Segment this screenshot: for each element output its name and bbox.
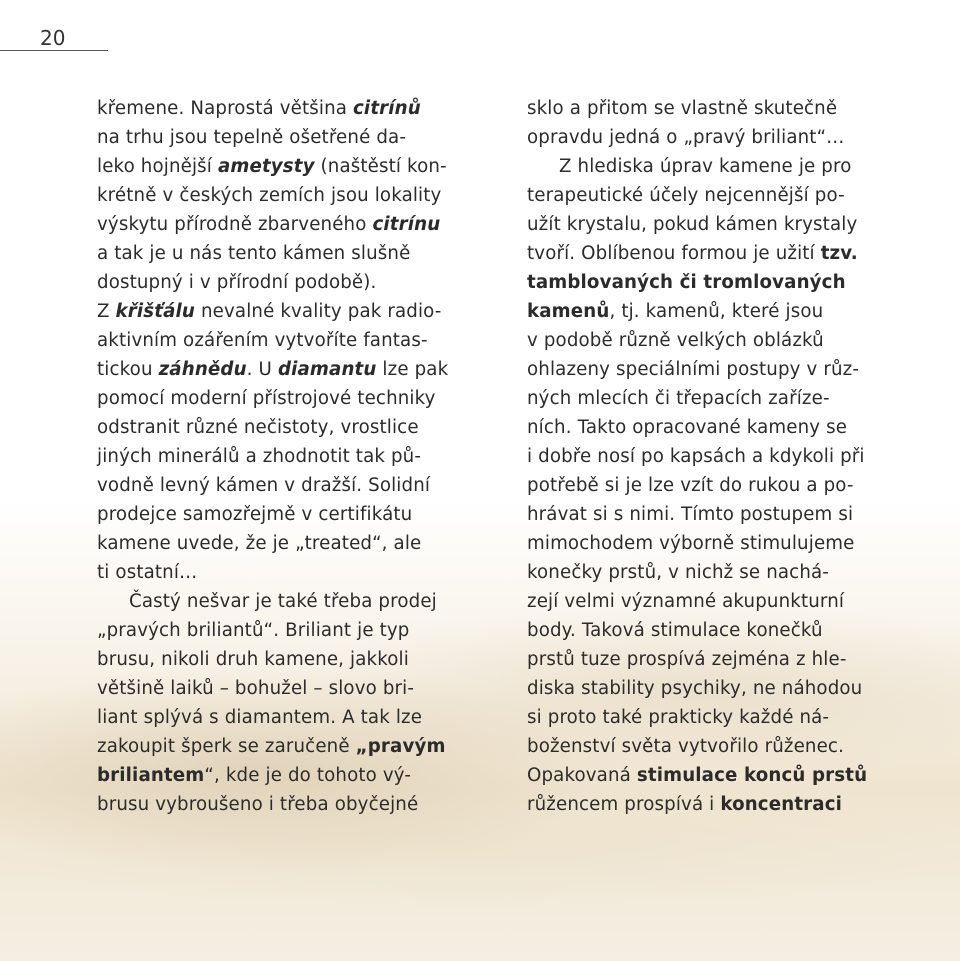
text-line	[527, 210, 927, 239]
emphasized-text: briliantem	[97, 765, 205, 786]
text-run: užít krystalu, pokud kámen krystaly	[527, 214, 858, 235]
text-line	[97, 500, 497, 529]
text-run: ohlazeny speciálními postupy v růz-	[527, 359, 860, 380]
text-run: vodně levný kámen v dražší. Solidní	[97, 475, 431, 496]
emphasized-text: koncentraci	[720, 794, 843, 815]
text-run: prodejce samozřejmě v certifikátu	[97, 504, 413, 525]
text-run: prstů tuze prospívá zejména z hle-	[527, 649, 847, 670]
text-run: na trhu jsou tepelně ošetřené da-	[97, 127, 407, 148]
text-line	[97, 181, 497, 210]
text-line	[527, 94, 927, 123]
emphasized-text: záhnědu	[158, 359, 247, 380]
text-line	[527, 500, 927, 529]
text-run: konečky prstů, v nichž se nachá-	[527, 562, 830, 583]
text-line	[97, 384, 497, 413]
text-run: jiných minerálů a zhodnotit tak pů-	[97, 446, 422, 467]
text-run: tvoří. Oblíbenou formou je užití	[527, 243, 821, 264]
text-line	[97, 94, 497, 123]
text-run: hrávat si s nimi. Tímto postupem si	[527, 504, 854, 525]
text-line	[97, 616, 497, 645]
text-line	[97, 297, 497, 326]
text-line	[527, 616, 927, 645]
page-number: 20	[40, 26, 66, 50]
text-line	[97, 355, 497, 384]
text-line	[527, 703, 927, 732]
text-line	[97, 587, 497, 616]
text-run: i dobře nosí po kapsách a kdykoli při	[527, 446, 865, 467]
text-run: kamene uvede, že je „treated“, ale	[97, 533, 422, 554]
text-run: ných mlecích či třepacích zaříze-	[527, 388, 830, 409]
text-run: Z hlediska úprav kamene je pro	[559, 156, 852, 177]
text-run: krétně v českých zemích jsou lokality	[97, 185, 442, 206]
page-number-rule	[0, 50, 108, 51]
text-line	[97, 761, 497, 790]
text-run: potřebě si je lze vzít do rukou a po-	[527, 475, 854, 496]
text-line	[97, 326, 497, 355]
emphasized-text: „pravým	[355, 736, 446, 757]
emphasized-text: stimulace konců prstů	[636, 765, 868, 786]
text-line	[97, 152, 497, 181]
text-run: opravdu jedná o „pravý briliant“…	[527, 127, 845, 148]
text-line	[97, 471, 497, 500]
text-line	[527, 674, 927, 703]
text-line	[97, 790, 497, 819]
text-run: boženství světa vytvořilo růženec.	[527, 736, 845, 757]
text-line	[527, 761, 927, 790]
emphasized-text: kamenů	[527, 301, 610, 322]
text-run: . U	[246, 359, 278, 380]
text-run: Opakovaná	[527, 765, 637, 786]
text-run: (naštěstí kon-	[314, 156, 447, 177]
text-run: brusu vybroušeno i třeba obyčejné	[97, 794, 419, 815]
text-line	[527, 529, 927, 558]
text-line	[97, 268, 497, 297]
text-run: lze pak	[376, 359, 449, 380]
text-run: leko hojnější	[97, 156, 218, 177]
emphasized-text: citrínů	[353, 98, 421, 119]
emphasized-text: křišťálu	[115, 301, 196, 322]
text-run: dostupný i v přírodní podobě).	[97, 272, 377, 293]
text-run: většině laiků – bohužel – slovo bri-	[97, 678, 415, 699]
text-line	[527, 790, 927, 819]
text-line	[97, 413, 497, 442]
text-line	[97, 645, 497, 674]
text-run: tickou	[97, 359, 159, 380]
text-run: křemene. Naprostá většina	[97, 98, 353, 119]
text-run: a tak je u nás tento kámen slušně	[97, 243, 411, 264]
text-line	[527, 384, 927, 413]
emphasized-text: tzv.	[820, 243, 858, 264]
text-run: si proto také prakticky každé ná-	[527, 707, 830, 728]
text-run: terapeutické účely nejcennější po-	[527, 185, 845, 206]
text-line	[527, 471, 927, 500]
text-run: liant splývá s diamantem. A tak lze	[97, 707, 423, 728]
text-run: Častý nešvar je také třeba prodej	[129, 591, 437, 612]
text-run: v podobě různě velkých oblázků	[527, 330, 824, 351]
text-run: zejí velmi významné akupunkturní	[527, 591, 845, 612]
text-line	[527, 326, 927, 355]
text-run: Z	[97, 301, 116, 322]
emphasized-text: diamantu	[277, 359, 377, 380]
text-line	[527, 123, 927, 152]
text-line	[527, 268, 927, 297]
text-line	[527, 239, 927, 268]
text-line	[527, 297, 927, 326]
text-run: ních. Takto opracované kameny se	[527, 417, 848, 438]
text-run: odstranit různé nečistoty, vrostlice	[97, 417, 419, 438]
text-run: nevalné kvality pak radio-	[195, 301, 442, 322]
text-line	[97, 529, 497, 558]
text-line	[527, 645, 927, 674]
text-line	[527, 355, 927, 384]
text-line	[97, 674, 497, 703]
text-run: ti ostatní…	[97, 562, 198, 583]
text-run: diska stability psychiky, ne náhodou	[527, 678, 863, 699]
text-line	[527, 152, 927, 181]
emphasized-text: tamblovaných či tromlovaných	[527, 272, 846, 293]
text-run: , tj. kamenů, které jsou	[609, 301, 824, 322]
text-line	[97, 703, 497, 732]
text-line	[527, 181, 927, 210]
text-run: růžencem prospívá i	[527, 794, 721, 815]
text-line	[527, 413, 927, 442]
emphasized-text: citrínu	[372, 214, 441, 235]
text-line	[97, 558, 497, 587]
text-run: sklo a přitom se vlastně skutečně	[527, 98, 838, 119]
text-line	[527, 558, 927, 587]
text-run: mimochodem výborně stimulujeme	[527, 533, 855, 554]
text-line	[97, 442, 497, 471]
text-run: pomocí moderní přístrojové techniky	[97, 388, 436, 409]
text-line	[97, 239, 497, 268]
text-line	[97, 732, 497, 761]
text-line	[527, 587, 927, 616]
text-run: „pravých briliantů“. Briliant je typ	[97, 620, 410, 641]
text-run: výskytu přírodně zbarveného	[97, 214, 373, 235]
text-line	[527, 732, 927, 761]
text-run: brusu, nikoli druh kamene, jakkoli	[97, 649, 409, 670]
text-line	[97, 210, 497, 239]
text-run: aktivním ozářením vytvoříte fantas-	[97, 330, 428, 351]
text-run: “, kde je do tohoto vý-	[204, 765, 412, 786]
text-line	[527, 442, 927, 471]
emphasized-text: ametysty	[217, 156, 315, 177]
left-text-column	[97, 94, 497, 819]
text-line	[97, 123, 497, 152]
text-run: zakoupit šperk se zaručeně	[97, 736, 356, 757]
text-run: body. Taková stimulace konečků	[527, 620, 823, 641]
right-text-column	[527, 94, 927, 819]
